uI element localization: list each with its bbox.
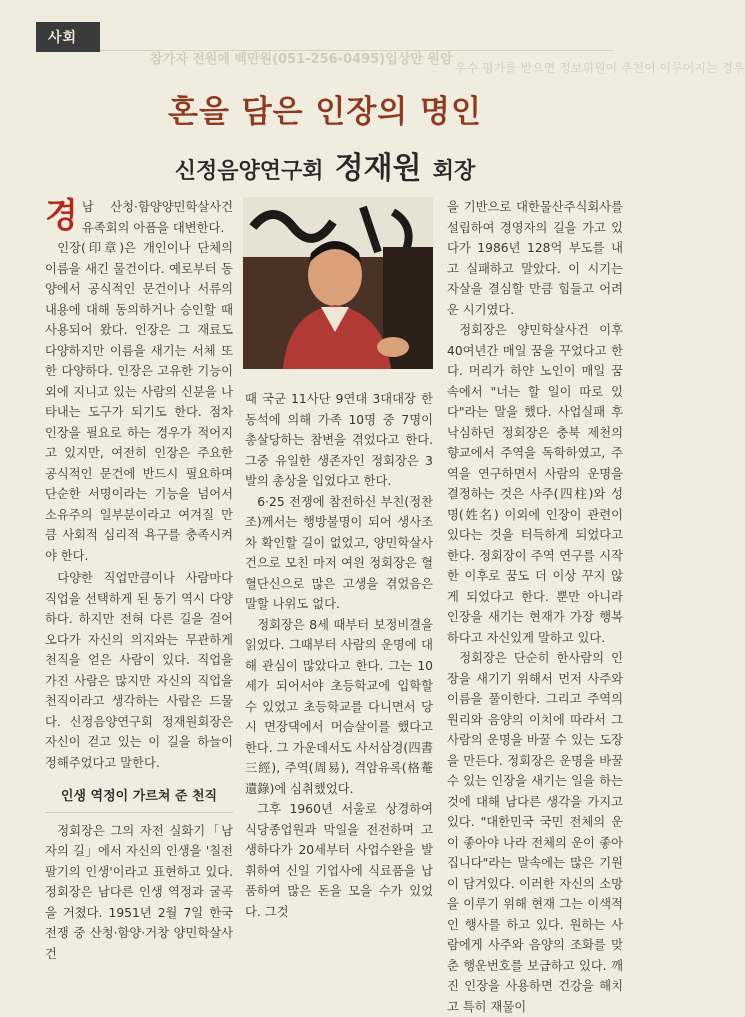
subheading-text: 인생 역정이 가르쳐 준 천직 [60,789,218,804]
section-subheading [45,787,233,813]
paragraph: 정회장은 양민학살사건 이후 40여년간 매일 꿈을 꾸었다고 한다. 머리가 하얀 노인이 매일 꿈속에서 "너는 할 일이 따로 있다"라는 말을 했다. 사업실패 후 낙심하던 정회장은 충북 제천의 향교에서 주역을 독학하였고, 주역을 연구하면서 사람의 운명을 결정하는 것은 사주(四柱)와 성명(姓名) 이외에 인장이 관련이 있다는 것을 터득하게 되었다고 한다. 정회장이 주역 연구를 시작한 이후로 꿈도 더 이상 꾸지 않게 되었다고 한다. 뿐만 아니라 인장을 새기는 현재가 가장 행복하다고 자신있게 말하고 있다. [447,323,623,645]
section-tab [36,22,100,52]
article-title: 혼을 담은 인장의 명인 [168,94,482,130]
subtitle-person-name: 정재원 [334,151,422,186]
section-label: 사회 [48,30,78,46]
header-rule [100,50,614,51]
paragraph: 정회장은 8세 때부터 보정비결을 읽었다. 그때부터 사람의 운명에 대해 관심이 많았다고 한다. 그는 10세가 되어서야 초등학교에 입학할 수 있었고 초등학교를 다니면서 당시 면장댁에서 머슴살이를 했다고 한다. 그 가운데서도 사서삼경(四書三經), 주역(周易), 격암유록(格菴遺錄)에 심취했었다. [245,617,433,796]
subtitle-organization: 신정음양연구회 [174,159,324,184]
portrait-photo [243,197,433,369]
paragraph: 남 산청·함양양민학살사건 유족회의 아픔을 대변한다. [81,200,233,235]
paragraph: 을 기반으로 대한물산주식회사를 설립하여 경영자의 길을 가고 있다가 1986년 128억 부도를 내고 실패하고 말았다. 이 시기는 자살을 결심할 만큼 힘들고 어려운 시기였다. [447,200,623,317]
text-column-3 [447,197,623,1017]
text-column-1 [45,197,233,964]
text-column-2 [245,389,433,922]
paragraph: 정회장은 그의 자전 실화기「남자의 길」에서 자신의 인생을 '칠전팔기의 인생'이라고 표현하고 있다. 정회장은 남다른 인생 역정과 굴곡을 거쳤다. 1951년 2월 7일 한국전쟁 중 산청·함양·거창 양민학살사건 [45,823,233,961]
subtitle-role: 회장 [432,159,476,184]
paragraph: 때 국군 11사단 9연대 3대대장 한동석에 의해 가족 10명 중 7명이 총살당하는 참변을 겪었다고 한다. 그중 유일한 생존자인 정회장은 3발의 총상을 입었다고 한다. [245,392,433,488]
portrait-illustration [243,197,433,369]
bleed-through-text: 우수 평가를 받으면 정보위원이 추천이 이루어지는 경우 [455,61,745,75]
article-subtitle [0,143,650,187]
drop-cap: 경 [45,196,78,236]
paragraph: 그후 1960년 서울로 상경하여 식당종업원과 막일을 전전하며 고생하다가 20세부터 사업수완을 발휘하여 신일 기업사에 식료품을 납품하여 많은 돈을 모을 수가 있었다. 그것 [245,802,433,919]
bleed-through-header: 참가자 전원에 백만원(051-256-0495)입상만 원암 [150,52,453,67]
paragraph: 인장(印章)은 개인이나 단체의 이름을 새긴 물건이다. 예로부터 동양에서 공식적인 문건이나 서류의 내용에 대해 동의하거나 승인할 때 사용되어 왔다. 인장은 그 재료도 다양하지만 이름을 새기는 서체 또한 다양하다. 인장은 고유한 기능이외에 지니고 있는 사람의 신분을 나타내는 도구가 되기도 한다. 점차 인장을 필요로 하는 경우가 적어지고 있지만, 여전히 인장은 주요한 공식적인 문건에 반드시 필요하며 단순한 서명이라는 기능을 넘어서 소유주의 일부분이라고 여겨질 만큼 사회적 심리적 욕구를 충족시켜야 한다. [45,241,233,563]
paragraph: 6·25 전쟁에 참전하신 부친(정찬조)께서는 행방불명이 되어 생사조차 확인할 길이 없었고, 양민학살사건으로 모친 마저 여읜 정회장은 혈혈단신으로 많은 고생을 겪었음은 말할 나위도 없다. [245,494,433,611]
subheading-rule [45,812,233,813]
paragraph: 다양한 직업만큼이나 사람마다 직업을 선택하게 된 동기 역시 다양하다. 하지만 전혀 다른 길을 걸어오다가 자신의 의지와는 무관하게 천직을 얻은 사람이 있다. 직업을 가진 사람은 많지만 자신의 직업을 천직이라고 생각하는 사람은 드물다. 신정음양연구회 정재원회장은 자신이 걷고 있는 이 길을 하늘이 정해주었다고 말한다. [45,571,233,770]
paragraph: 정회장은 단순히 한사람의 인장을 새기기 위해서 먼저 사주와 이름을 풀이한다. 그리고 주역의 원리와 음양의 이치에 따라서 그 사람의 운명을 바꿀 수 있는 도장을 만든다. 정회장은 운명을 바꿀 수 있는 인장을 새기는 일을 하는 것에 대해 남다른 생각을 가지고 있다. "대한민국 국민 전체의 운이 좋아야 나라 전체의 운이 좋아집니다"라는 말속에는 많은 기원이 담겨있다. 이러한 자신의 소망을 이루기 위해 현재 그는 이색적인 행사를 하고 있다. 원하는 사람에게 사주와 음양의 조화를 맞춘 행운번호를 보급하고 있다. 깨진 인장을 사용하면 건강을 해치고 특히 재물이 [447,651,623,1014]
